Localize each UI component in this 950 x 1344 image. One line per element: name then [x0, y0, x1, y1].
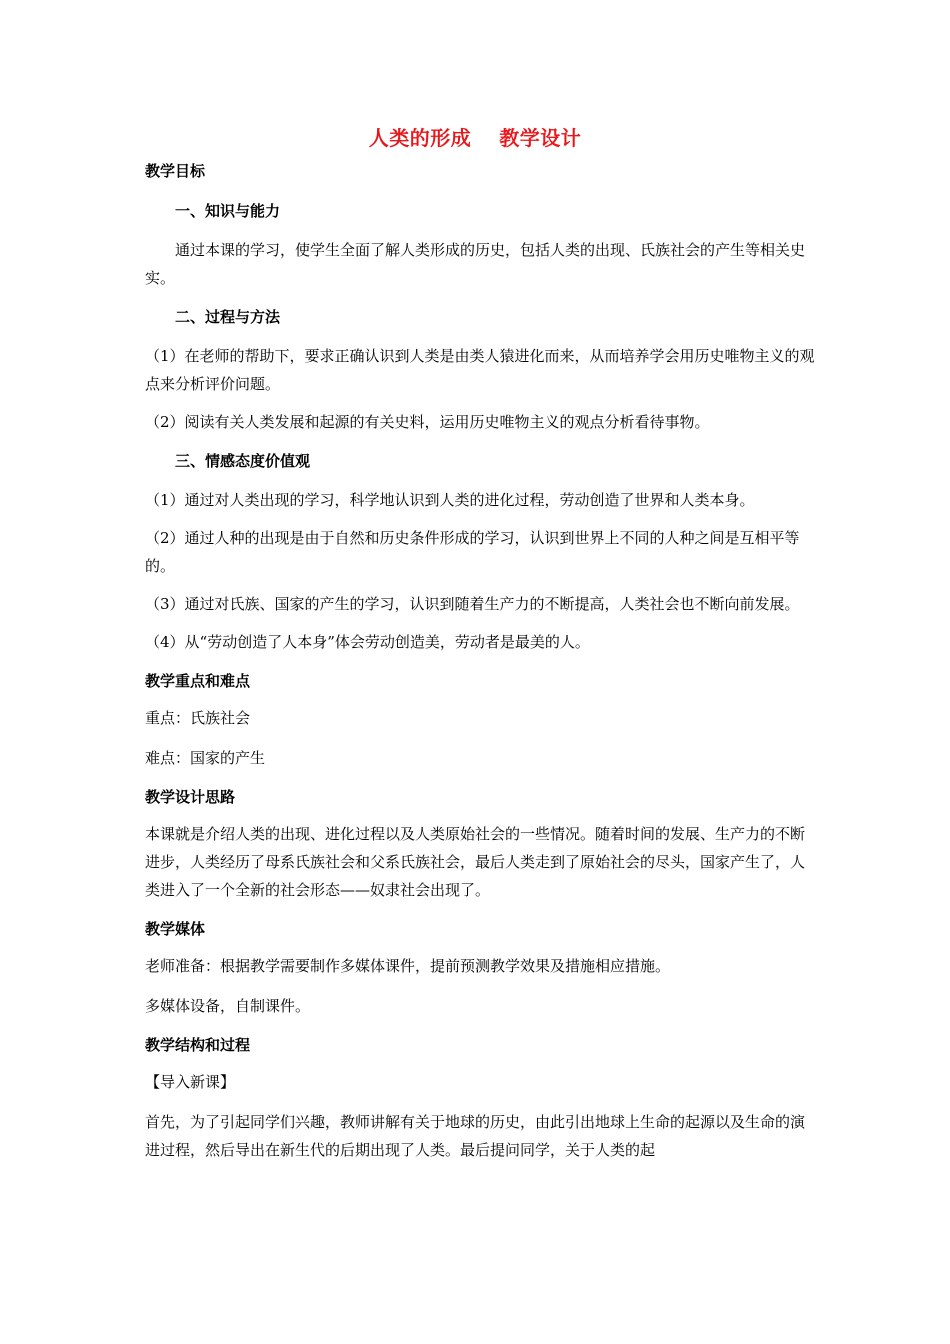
- knowledge-heading: 一、知识与能力: [175, 202, 281, 220]
- intro-text: 首先，为了引起同学们兴趣，教师讲解有关于地球的历史，由此引出地球上生命的起源以及生命的演进过程，然后导出在新生代的后期出现了人类。最后提问同学，关于人类的起: [145, 1113, 806, 1159]
- emotion-item-3: （3）通过对氏族、国家的产生的学习，认识到随着生产力的不断提高，人类社会也不断向前发展。: [145, 595, 800, 613]
- process-item-2: （2）阅读有关人类发展和起源的有关史料，运用历史唯物主义的观点分析看待事物。: [145, 413, 710, 431]
- document-body: [145, 160, 815, 1164]
- emotion-heading: 三、情感态度价值观: [175, 452, 311, 470]
- intro-label: 【导入新课】: [145, 1073, 236, 1091]
- process-heading: 二、过程与方法: [175, 308, 281, 326]
- idea-text: 本课就是介绍人类的出现、进化过程以及人类原始社会的一些情况。随着时间的发展、生产力的不断进步，人类经历了母系氏族社会和父系氏族社会，最后人类走到了原始社会的尽头，国家产生了，人类进入了一个全新的社会形态——奴隶社会出现了。: [145, 825, 806, 899]
- key-point: 重点：氏族社会: [145, 709, 251, 727]
- emotion-item-4: （4）从“劳动创造了人本身”体会劳动创造美，劳动者是最美的人。: [145, 633, 590, 651]
- key-heading: 教学重点和难点: [145, 672, 251, 690]
- emotion-item-2: （2）通过人种的出现是由于自然和历史条件形成的学习，认识到世界上不同的人种之间是互相平等的。: [145, 529, 800, 575]
- document-title: [0, 122, 950, 151]
- title-part-1: 人类的形成: [368, 126, 472, 150]
- process-item-1: （1）在老师的帮助下，要求正确认识到人类是由类人猿进化而来，从而培养学会用历史唯物主义的观点来分析评价问题。: [145, 347, 815, 393]
- media-item-2: 多媒体设备，自制课件。: [145, 997, 311, 1015]
- idea-heading: 教学设计思路: [145, 788, 236, 806]
- media-item-1: 老师准备：根据教学需要制作多媒体课件，提前预测教学效果及措施相应措施。: [145, 957, 671, 975]
- knowledge-text: 通过本课的学习，使学生全面了解人类形成的历史，包括人类的出现、氏族社会的产生等相关史实。: [145, 241, 806, 287]
- media-heading: 教学媒体: [145, 920, 206, 938]
- emotion-item-1: （1）通过对人类出现的学习，科学地认识到人类的进化过程，劳动创造了世界和人类本身。: [145, 491, 755, 509]
- title-part-2: 教学设计: [499, 126, 582, 150]
- structure-heading: 教学结构和过程: [145, 1036, 251, 1054]
- difficult-point: 难点：国家的产生: [145, 749, 266, 767]
- goals-heading: 教学目标: [145, 162, 206, 180]
